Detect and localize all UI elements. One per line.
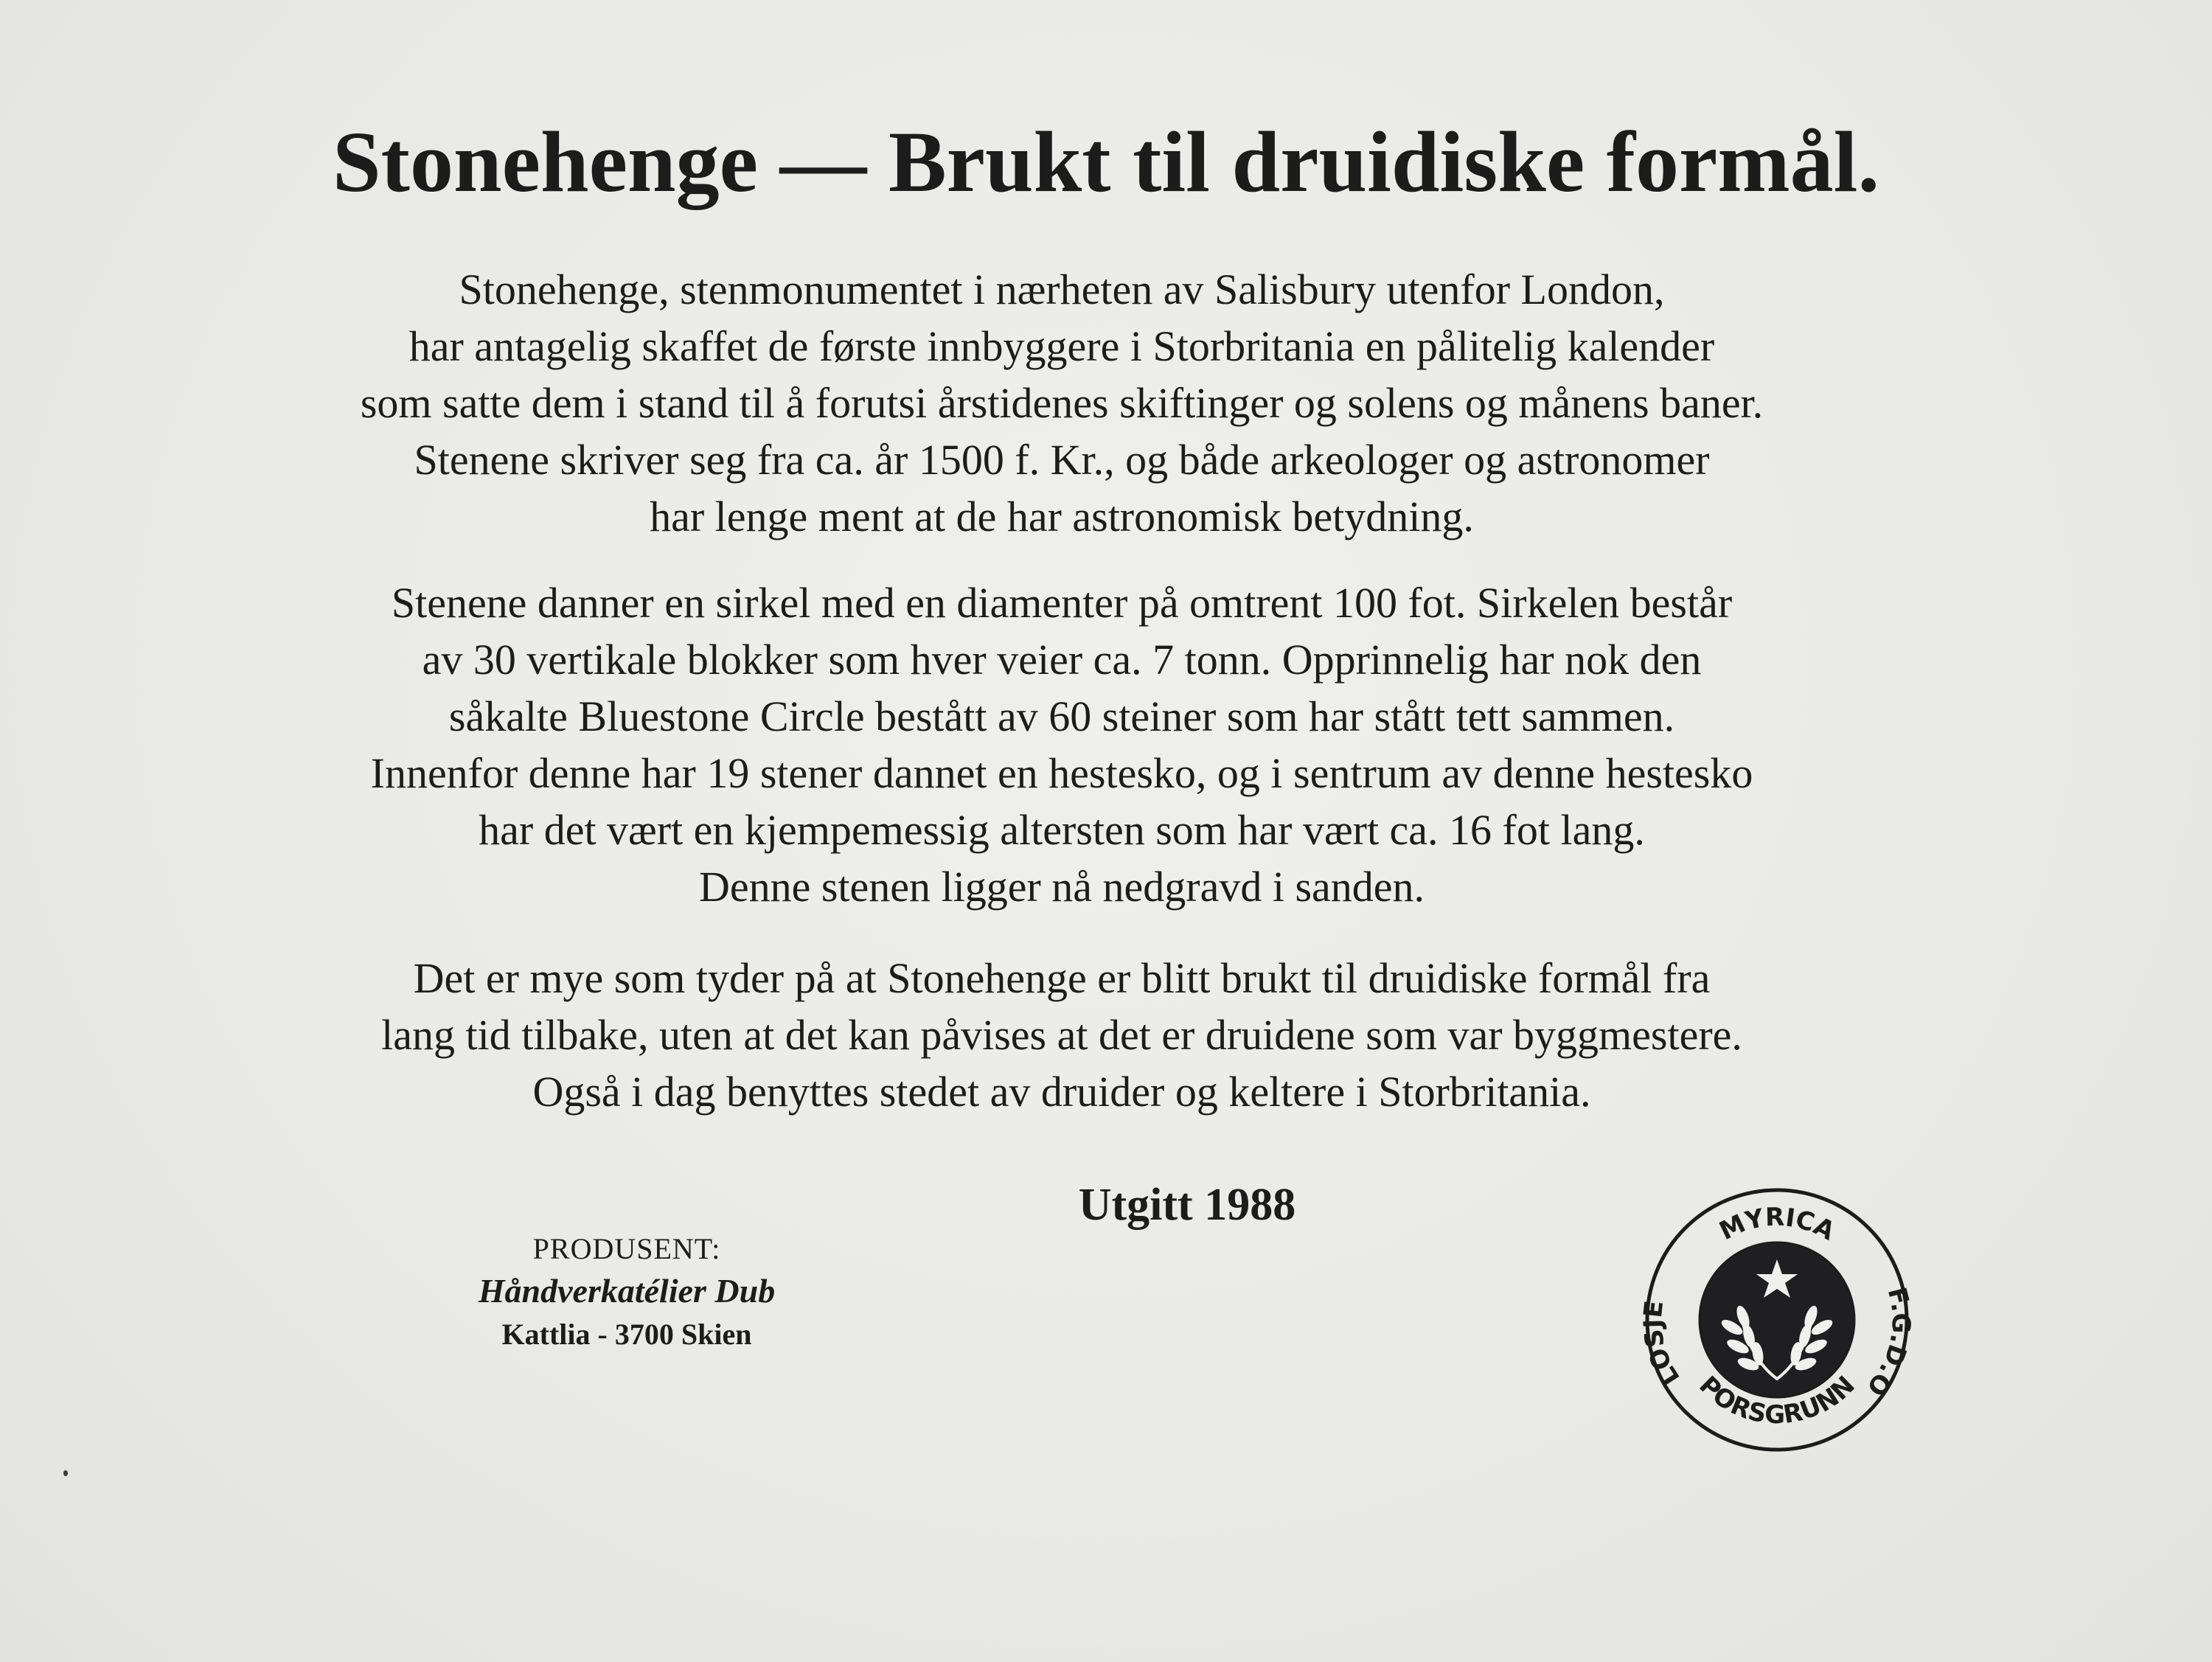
paper-speck [63,1470,68,1476]
producer-label: PRODUSENT: [532,1232,721,1265]
paragraph-druids [310,950,1814,1120]
producer-name: Håndverkatélier Dub [478,1272,776,1310]
text-line: Stonehenge, stenmonumentet i nærheten av Salisbury utenfor London, [459,265,1665,313]
producer-address: Kattlia - 3700 Skien [501,1318,752,1351]
paragraph-stones [310,574,1814,915]
text-line: av 30 vertikale blokker som hver veier ca. 7 tonn. Opprinnelig har nok den [422,636,1702,684]
text-line: Innenfor denne har 19 stener dannet en hestesko, og i sentrum av denne hestesko [370,749,1753,797]
lodge-seal-icon [1637,1180,1917,1460]
published-year: Utgitt 1988 [1078,1180,1296,1230]
text-line: Også i dag benyttes stedet av druider og keltere i Storbritania. [532,1068,1591,1116]
text-line: Denne stenen ligger nå nedgravd i sanden. [698,863,1425,911]
svg-text:F.G.D.O: F.G.D.O [1860,1284,1916,1402]
svg-text:PORSGRUNN: PORSGRUNN [1693,1370,1861,1430]
text-line: har antagelig skaffet de første innbyggere i Storbritania en pålitelig kalender [408,322,1715,370]
text-line: har det vært en kjempemessig altersten som har vært ca. 16 fot lang. [479,806,1645,854]
text-line: lang tid tilbake, uten at det kan påvises at det er druidene som var byggmestere. [381,1011,1742,1059]
producer-block [413,1230,841,1355]
text-line: såkalte Bluestone Circle bestått av 60 steiner som har stått tett sammen. [448,692,1675,740]
text-line: Det er mye som tyder på at Stonehenge er blitt brukt til druidiske formål fra [413,954,1711,1002]
paragraph-intro [310,261,1814,545]
text-line: som satte dem i stand til å forutsi årstidenes skiftinger og solens og månens baner. [360,379,1764,427]
text-line: Stenene skriver seg fra ca. år 1500 f. Kr., og både arkeologer og astronomer [414,436,1710,484]
svg-text:LOSJE: LOSJE [1638,1298,1686,1391]
page-title: Stonehenge — Brukt til druidiske formål. [333,114,1879,210]
text-line: har lenge ment at de har astronomisk betydning. [650,493,1474,540]
svg-text:MYRICA: MYRICA [1714,1202,1840,1247]
text-line: Stenene danner en sirkel med en diamenter på omtrent 100 fot. Sirkelen består [391,579,1733,627]
